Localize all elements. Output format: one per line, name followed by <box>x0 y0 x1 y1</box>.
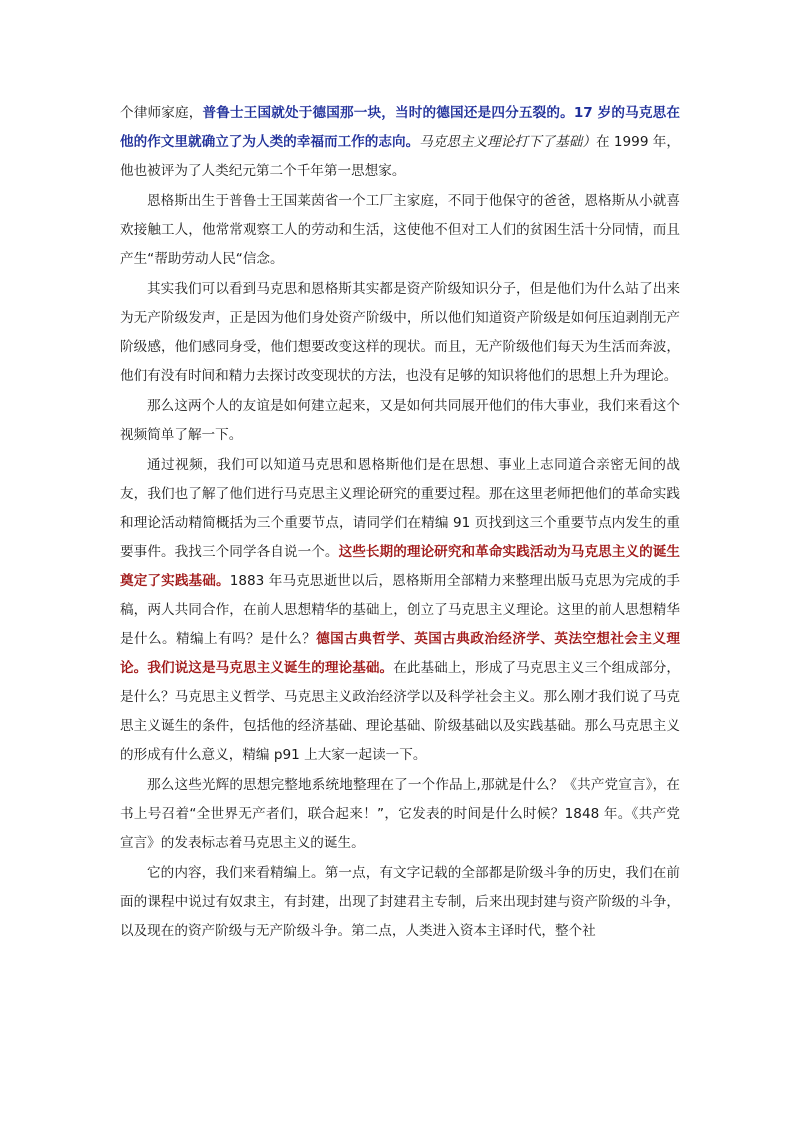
text-run: 通过视频，我们可以知道马克思和恩格斯他们是在思想、事业上志同道合亲密无间的战友，我们也了解了他们进行马克思主义理论研究的重要过程。那在这里老师把他们的革命实践和理论活动精简概括为三个重要节点，请同学们在精编 91 页找到这三个重要节点内发生的重要事件。我找三个同学各自说一个。 <box>120 457 680 560</box>
text-run: 那么这两个人的友谊是如何建立起来，又是如何共同展开他们的伟大事业，我们来看这个视频简单了解一下。 <box>120 398 680 443</box>
paragraph-2 <box>120 187 680 274</box>
text-run: 在此基础上，形成了马克思主义三个组成部分，是什么？马克思主义哲学、马克思主义政治经济学以及科学社会主义。那么刚才我们说了马克思主义诞生的条件，包括他的经济基础、理论基础、阶级基础以及实践基础。那么马克思主义的形成有什么意义，精编 p91 上大家一起读一下。 <box>120 660 680 763</box>
text-run: 它的内容，我们来看精编上。第一点，有文字记载的全部都是阶级斗争的历史，我们在前面的课程中说过有奴隶主，有封建，出现了封建君主专制，后来出现封建与资产阶级的斗争，以及现在的资产阶级与无产阶级斗争。第二点，人类进入资本主译时代，整个社 <box>120 865 680 939</box>
paragraph-3 <box>120 275 680 391</box>
text-run: 在 1999 年，他也被评为了人类纪元第二个千年第一思想家。 <box>120 134 680 179</box>
text-run: 1883 年马克思逝世以后，恩格斯用全部精力来整理出版马克思为完成的手稿，两人共同合作，在前人思想精华的基础上，创立了马克思主义理论。这里的前人思想精华是什么。精编上有吗？是什么？ <box>120 573 680 647</box>
paragraph-6 <box>120 771 680 858</box>
paragraph-5 <box>120 451 680 770</box>
text-run: 个律师家庭， <box>120 105 203 121</box>
text-run: 恩格斯出生于普鲁士王国莱茵省一个工厂主家庭，不同于他保守的爸爸，恩格斯从小就喜欢接触工人，他常常观察工人的劳动和生活，这使他不但对工人们的贫困生活十分同情，而且产生“帮助劳动人民“信念。 <box>120 193 680 267</box>
highlight-blue-text: 普鲁士王国就处于德国那一块，当时的德国还是四分五裂的。17 岁的马克思在他的作文里就确立了为人类的幸福而工作的志向。 <box>120 105 680 150</box>
paragraph-7 <box>120 859 680 946</box>
highlight-red-text: 德国古典哲学、英国古典政治经济学、英法空想社会主义理论。我们说这是马克思主义诞生的理论基础。 <box>120 631 681 676</box>
italic-text: 马克思主义理论打下了基础） <box>419 134 596 150</box>
text-run: 那么这些光辉的思想完整地系统地整理在了一个作品上,那就是什么？《共产党宣言》，在书上号召着“全世界无产者们，联合起来！”，它发表的时间是什么时候？1848 年。《共产党宣言》的发表标志着马克思主义的诞生。 <box>120 777 680 851</box>
highlight-red-text: 这些长期的理论研究和革命实践活动为马克思主义的诞生奠定了实践基础。 <box>120 544 680 589</box>
document-page <box>120 99 680 947</box>
paragraph-4 <box>120 392 680 450</box>
text-run: 其实我们可以看到马克思和恩格斯其实都是资产阶级知识分子，但是他们为什么站了出来为无产阶级发声，正是因为他们身处资产阶级中，所以他们知道资产阶级是如何压迫剥削无产阶级感，他们感同身受，他们想要改变这样的现状。而且，无产阶级他们每天为生活而奔波，他们有没有时间和精力去探讨改变现状的方法，也没有足够的知识将他们的思想上升为理论。 <box>120 281 680 384</box>
paragraph-1 <box>120 99 680 186</box>
